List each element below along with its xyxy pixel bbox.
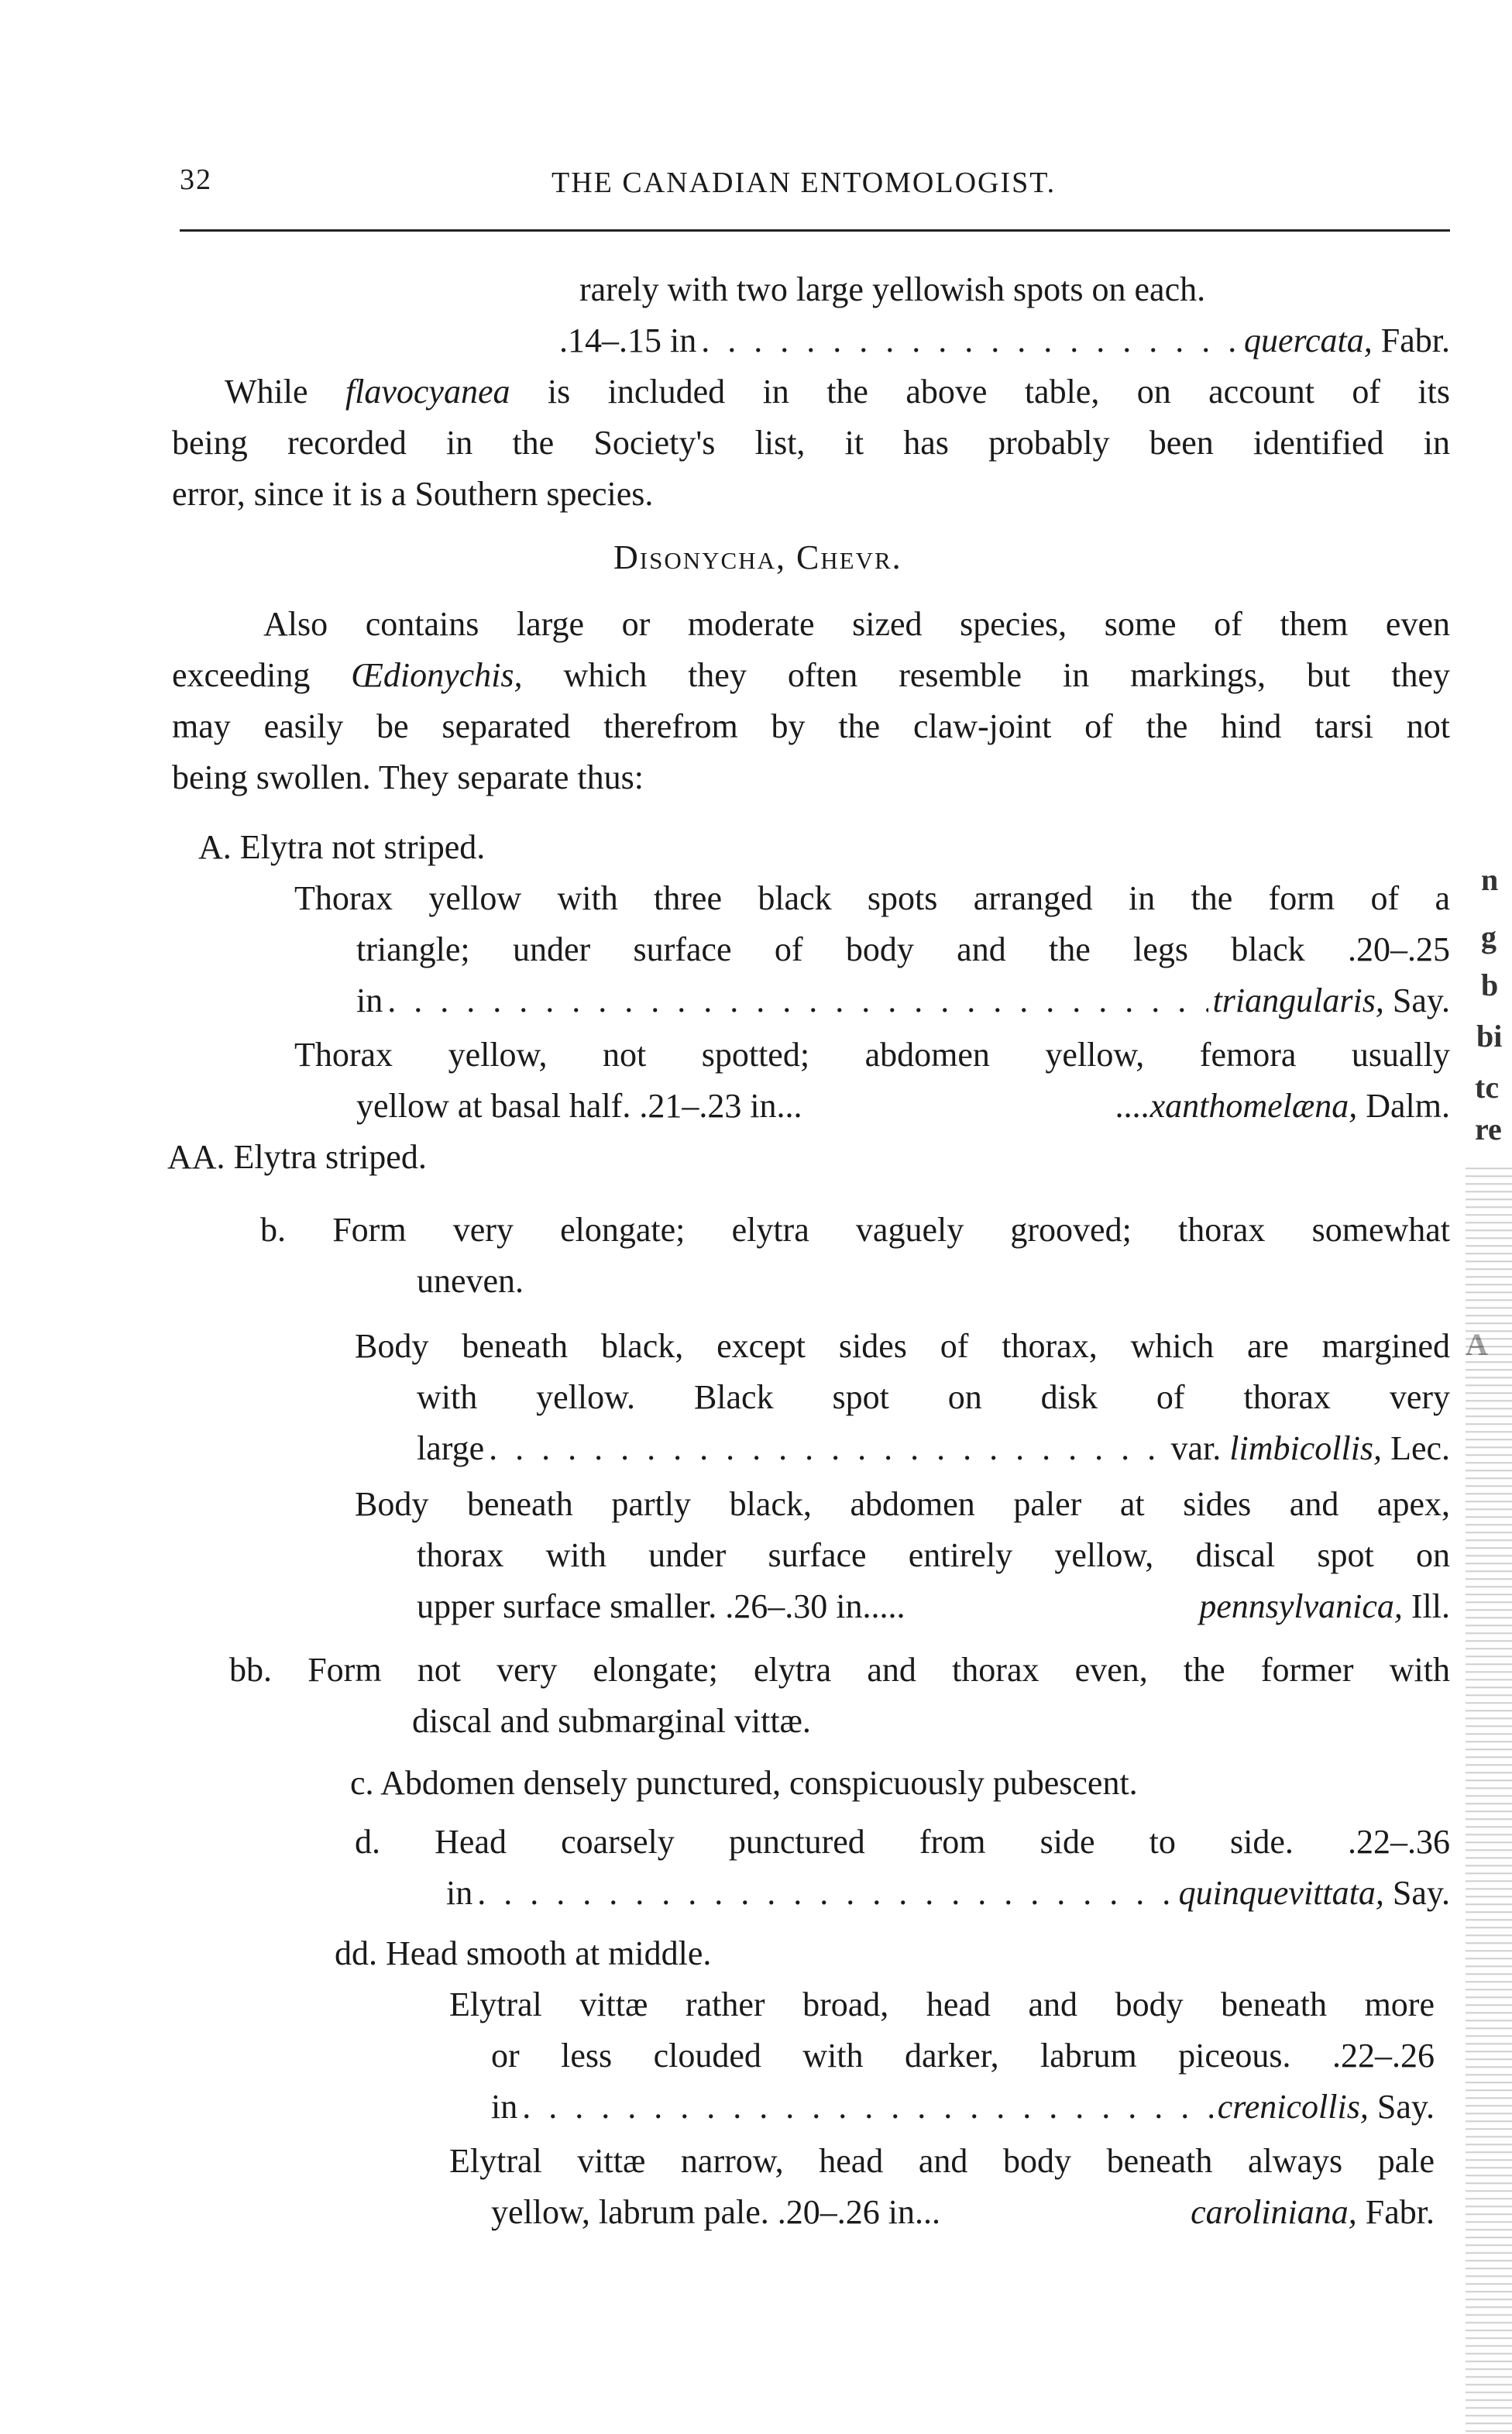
author: Fabr. bbox=[1380, 321, 1450, 359]
margin-fragment: re bbox=[1475, 1112, 1502, 1147]
key-line bbox=[559, 316, 1450, 366]
paragraph-line: Also contains large or moderate sized species, some of them even bbox=[263, 605, 1450, 643]
species-name: limbicollis, bbox=[1229, 1429, 1383, 1467]
key-heading: A. Elytra not striped. bbox=[198, 828, 486, 866]
author: Dalm. bbox=[1366, 1087, 1450, 1125]
genus-heading: Disonycha, Chevr. bbox=[613, 538, 902, 576]
genus-name: Œdionychis, bbox=[351, 656, 523, 694]
key-line: c. Abdomen densely punctured, conspicuously pubescent. bbox=[350, 1764, 1138, 1802]
key-line: in . . . crenicollis, Say. bbox=[491, 2082, 1435, 2132]
paragraph-line: being recorded in the Society's list, it has probably been identified in bbox=[172, 424, 1450, 462]
paragraph-line: error, since it is a Southern species. bbox=[172, 475, 654, 513]
key-heading: AA. Elytra striped. bbox=[167, 1138, 427, 1176]
key-line: in . . . quinquevittata, Say. bbox=[446, 1868, 1450, 1918]
key-line: b. Form very elongate; elytra vaguely grooved; thorax somewhat bbox=[260, 1211, 1450, 1249]
margin-fragment: b bbox=[1481, 968, 1499, 1002]
species-name: caroliniana, bbox=[1191, 2193, 1357, 2231]
author: Fabr. bbox=[1365, 2193, 1435, 2231]
margin-fragment: bi bbox=[1476, 1019, 1503, 1054]
margin-fragment: n bbox=[1481, 862, 1499, 897]
page-number: 32 bbox=[180, 163, 212, 196]
paragraph-line: exceeding Œdionychis, which they often resemble in markings, but they bbox=[172, 656, 1451, 694]
author: Say. bbox=[1392, 1874, 1450, 1912]
text-line: rarely with two large yellowish spots on each. bbox=[579, 270, 1206, 308]
running-head: THE CANADIAN ENTOMOLOGIST. bbox=[552, 167, 1057, 199]
header-rule bbox=[180, 229, 1450, 232]
key-line: thorax with under surface entirely yellow, discal spot on bbox=[417, 1536, 1450, 1574]
key-line: uneven. bbox=[417, 1262, 524, 1300]
species-name: crenicollis, bbox=[1217, 2088, 1369, 2126]
author: Say. bbox=[1376, 2088, 1435, 2126]
key-line: large . . . var. limbicollis, Lec. bbox=[417, 1424, 1450, 1473]
key-line: yellow, labrum pale. .20–.26 in... caroliniana, Fabr. bbox=[491, 2193, 1435, 2231]
leader-dots bbox=[489, 1424, 1166, 1473]
key-line: discal and submarginal vittæ. bbox=[412, 1702, 811, 1740]
leader-dots bbox=[522, 2082, 1213, 2132]
key-line: Thorax yellow, not spotted; abdomen yellow, femora usually bbox=[294, 1036, 1450, 1074]
species-name: flavocyanea bbox=[345, 373, 510, 411]
key-line: Body beneath black, except sides of thorax, which are margined bbox=[355, 1327, 1450, 1365]
leader-dots bbox=[477, 1868, 1174, 1918]
paragraph-line: While flavocyanea is included in the above table, on account of its bbox=[225, 373, 1450, 411]
margin-fragment: g bbox=[1481, 920, 1497, 954]
key-line: in . . . triangularis, Say. bbox=[356, 976, 1450, 1026]
species-name: quinquevittata, bbox=[1178, 1874, 1384, 1912]
species-name: triangularis, bbox=[1212, 982, 1384, 1019]
paragraph-line: being swollen. They separate thus: bbox=[172, 758, 644, 796]
species-name: quercata, bbox=[1243, 321, 1373, 359]
key-line: bb. Form not very elongate; elytra and thorax even, the former with bbox=[229, 1651, 1450, 1689]
leader-dots bbox=[701, 316, 1239, 366]
key-line: upper surface smaller. .26–.30 in..... pennsylvanica, Ill. bbox=[417, 1587, 1450, 1625]
key-line: yellow at basal half. .21–.23 in... ....xanthomelæna, Dalm. bbox=[356, 1087, 1450, 1125]
key-line: d. Head coarsely punctured from side to side. .22–.36 bbox=[355, 1823, 1450, 1861]
species-name: pennsylvanica, bbox=[1199, 1587, 1403, 1625]
leader-dots bbox=[387, 976, 1208, 1026]
scan-edge-texture bbox=[1466, 1162, 1512, 2434]
key-line: Elytral vittæ narrow, head and body beneath always pale bbox=[449, 2142, 1435, 2180]
key-line: or less clouded with darker, labrum piceous. .22–.26 bbox=[491, 2037, 1435, 2075]
author: Say. bbox=[1392, 982, 1450, 1019]
key-line: Elytral vittæ rather broad, head and body beneath more bbox=[449, 1985, 1435, 2023]
key-line: dd. Head smooth at middle. bbox=[335, 1934, 712, 1972]
author: Lec. bbox=[1390, 1429, 1450, 1467]
key-line: with yellow. Black spot on disk of thorax very bbox=[417, 1378, 1450, 1416]
margin-fragment: tc bbox=[1475, 1070, 1500, 1105]
measurement: .14–.15 in bbox=[559, 321, 697, 359]
key-line: Body beneath partly black, abdomen paler at sides and apex, bbox=[355, 1485, 1450, 1523]
key-line: Thorax yellow with three black spots arranged in the form of a bbox=[294, 879, 1450, 917]
key-line: triangle; under surface of body and the legs black .20–.25 bbox=[356, 930, 1450, 968]
paragraph-line: may easily be separated therefrom by the claw-joint of the hind tarsi not bbox=[172, 707, 1450, 745]
species-name: ....xanthomelæna, bbox=[1115, 1087, 1358, 1125]
author: Ill. bbox=[1411, 1587, 1450, 1625]
